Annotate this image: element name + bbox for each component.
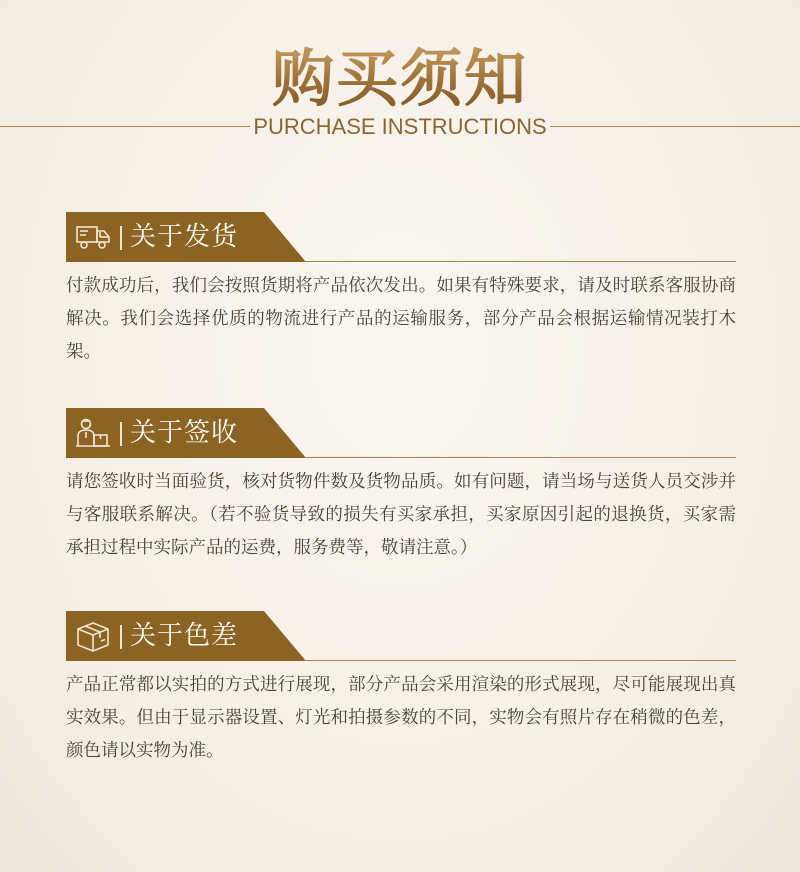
title-separator (120, 226, 122, 250)
section-header (66, 408, 736, 458)
courier-signing-icon (74, 416, 112, 450)
package-box-icon (74, 619, 112, 653)
section-underline (304, 261, 736, 262)
page-title: 购买须知 (0, 40, 800, 118)
section-color-difference (66, 611, 736, 768)
section-underline (304, 660, 736, 661)
divider-left (0, 126, 250, 127)
title-separator (120, 422, 122, 446)
title-separator (120, 625, 122, 649)
section-title: 关于色差 (130, 621, 239, 651)
section-shipping (66, 212, 736, 369)
section-header (66, 611, 736, 661)
page-header (0, 40, 800, 150)
section-title: 关于签收 (130, 418, 239, 448)
section-text: 产品正常都以实拍的方式进行展现，部分产品会采用渲染的形式展现，尽可能展现出真实效果。但由于显示器设置、灯光和拍摄参数的不同，实物会有照片存在稍微的色差，颜色请以实物为准。 (66, 675, 736, 761)
divider-right (550, 126, 800, 127)
section-receiving (66, 408, 736, 565)
section-text: 付款成功后，我们会按照货期将产品依次发出。如果有特殊要求，请及时联系客服协商解决。我们会选择优质的物流进行产品的运输服务，部分产品会根据运输情况装打木架。 (66, 276, 736, 362)
truck-icon (74, 220, 112, 254)
subtitle-row (0, 115, 800, 139)
section-title: 关于发货 (130, 222, 239, 252)
section-header (66, 212, 736, 262)
section-underline (304, 457, 736, 458)
section-text: 请您签收时当面验货，核对货物件数及货物品质。如有问题，请当场与送货人员交涉并与客服联系解决。（若不验货导致的损失有买家承担，买家原因引起的退换货，买家需承担过程中实际产品的运费，服务费等，敬请注意。） (66, 472, 736, 558)
page-subtitle: PURCHASE INSTRUCTIONS (253, 114, 547, 139)
